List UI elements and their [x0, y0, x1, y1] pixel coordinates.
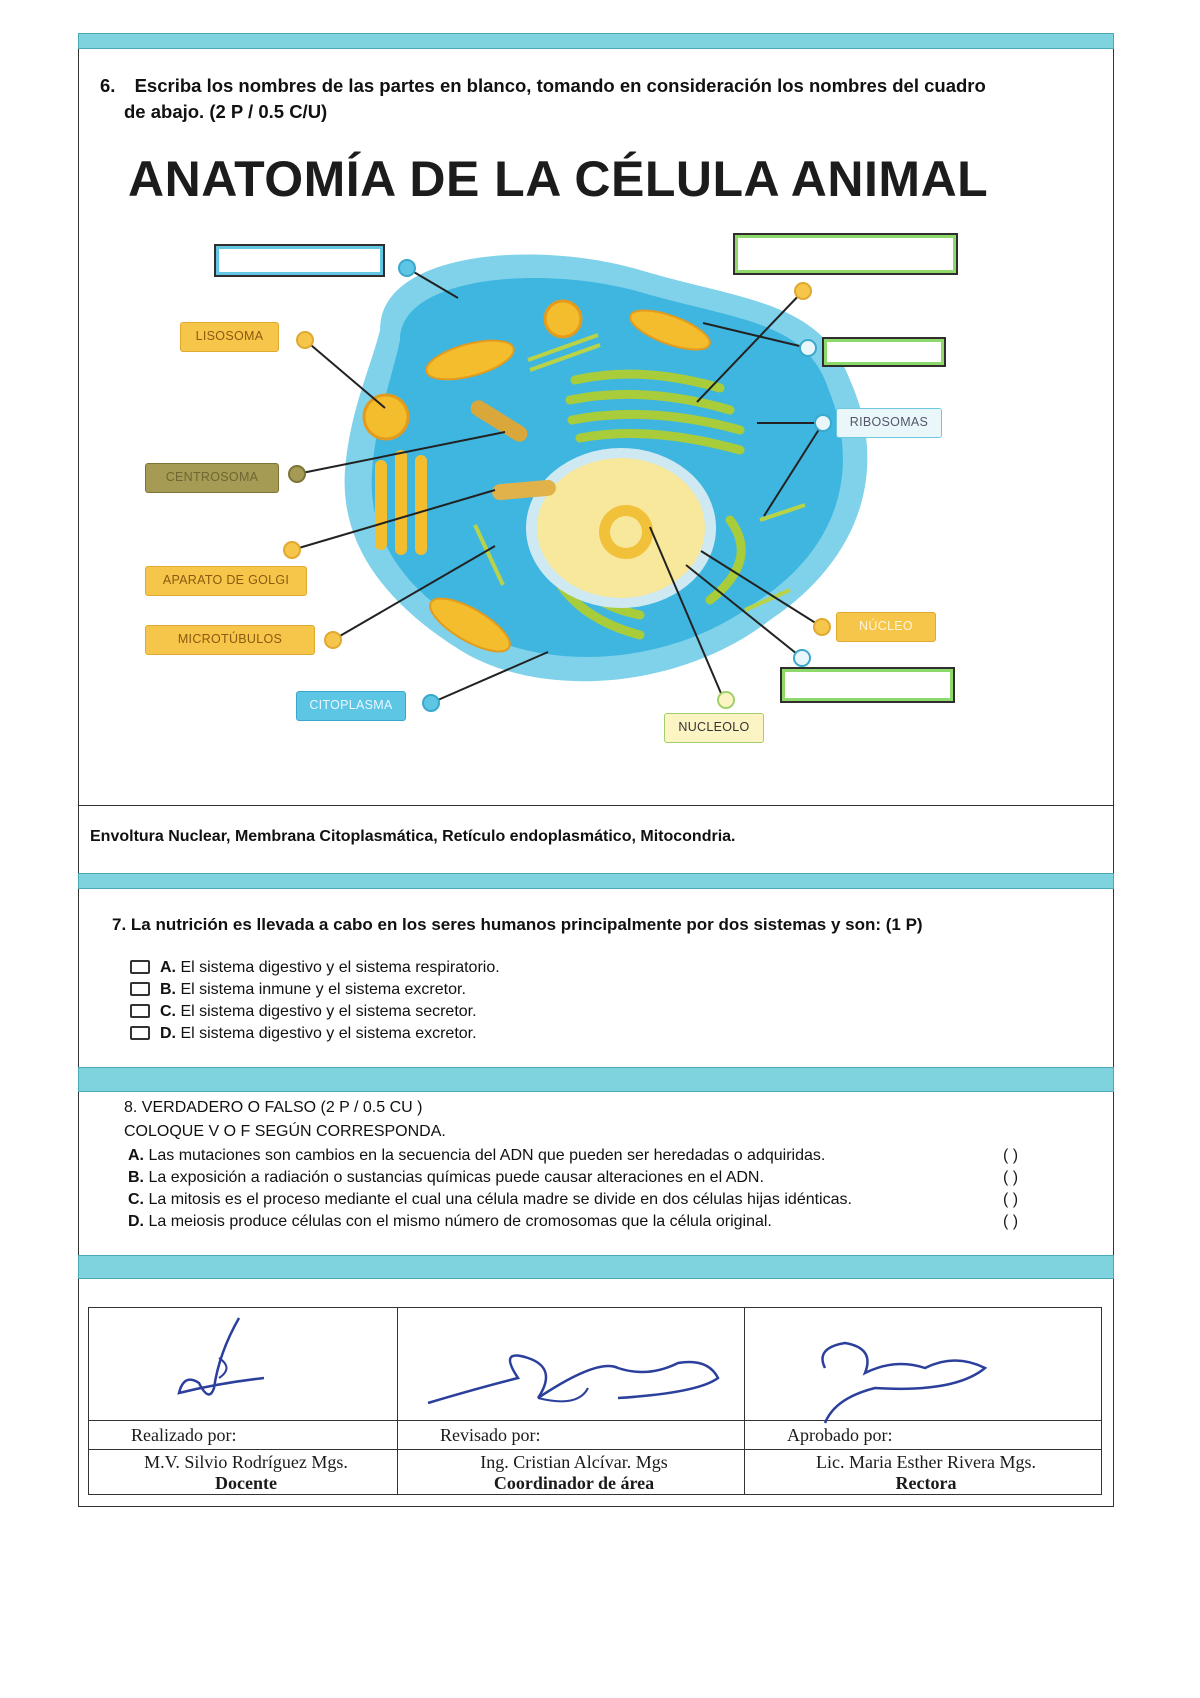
q6-number: 6.	[100, 75, 116, 96]
label-nucleo: NÚCLEO	[836, 612, 936, 642]
label-lisosoma: LISOSOMA	[180, 322, 279, 352]
role-label-rectora: Aprobado por:	[745, 1421, 1102, 1450]
label-nucleolo: NUCLEOLO	[664, 713, 764, 743]
q8-answer-c[interactable]: ( )	[1003, 1191, 1019, 1208]
signature-cell-rectora	[745, 1308, 1102, 1421]
golgi-apparatus	[375, 450, 427, 555]
q8-statement-d: D. La meiosis produce células con el mismo número de cromosomas que la célula original.	[128, 1213, 772, 1230]
signature-docente	[159, 1313, 279, 1403]
signer-name: Ing. Cristian Alcívar. Mgs	[480, 1452, 668, 1472]
blank-box-mitochondria[interactable]	[822, 337, 946, 367]
q8-title: 8. VERDADERO O FALSO (2 P / 0.5 CU )	[124, 1099, 423, 1116]
q8-answer-a[interactable]: ( )	[1003, 1147, 1019, 1164]
checkbox[interactable]	[130, 960, 150, 974]
blank-box-membrane[interactable]	[214, 244, 385, 277]
label-ribosomas: RIBOSOMAS	[836, 408, 942, 438]
label-microtubulos: MICROTÚBULOS	[145, 625, 315, 655]
animal-cell-diagram	[0, 0, 1200, 820]
q7-option-b[interactable]: B. El sistema inmune y el sistema excretor.	[130, 979, 466, 1001]
signer-docente	[89, 1450, 398, 1495]
q8-statement-b: B. La exposición a radiación o sustancias químicas puede causar alteraciones en el ADN.	[128, 1169, 764, 1186]
q7-question: 7. La nutrición es llevada a cabo en los seres humanos principalmente por dos sistemas y son: (1 P)	[112, 915, 923, 934]
section-bar-q7	[78, 873, 1114, 889]
q7-option-d[interactable]: D. El sistema digestivo y el sistema excretor.	[130, 1023, 477, 1045]
label-centrosoma: CENTROSOMA	[145, 463, 279, 493]
lysosome	[364, 395, 408, 439]
signature-cell-docente	[89, 1308, 398, 1421]
signer-name: M.V. Silvio Rodríguez Mgs.	[144, 1452, 348, 1472]
label-citoplasma: CITOPLASMA	[296, 691, 406, 721]
word-bank: Envoltura Nuclear, Membrana Citoplasmática, Retículo endoplasmático, Mitocondria.	[90, 828, 736, 845]
role-label-coordinador: Revisado por:	[398, 1421, 745, 1450]
signer-coordinador	[398, 1450, 745, 1495]
role-label-docente: Realizado por:	[89, 1421, 398, 1450]
signature-cell-coordinador	[398, 1308, 745, 1421]
q7-option-c[interactable]: C. El sistema digestivo y el sistema secretor.	[130, 1001, 477, 1023]
signature-table	[88, 1307, 1102, 1495]
q8-statement-a: A. Las mutaciones son cambios en la secuencia del ADN que pueden ser heredadas o adquiridas.	[128, 1147, 826, 1164]
q8-answer-d[interactable]: ( )	[1003, 1213, 1019, 1230]
q6-prompt-line2: de abajo. (2 P / 0.5 C/U)	[124, 101, 328, 122]
signer-name: Lic. Maria Esther Rivera Mgs.	[816, 1452, 1036, 1472]
signature-rectora	[805, 1328, 1005, 1428]
signer-rectora	[745, 1450, 1102, 1495]
signer-position: Docente	[215, 1473, 277, 1493]
q8-instruction: COLOQUE V O F SEGÚN CORRESPONDA.	[124, 1123, 446, 1140]
diagram-title: ANATOMÍA DE LA CÉLULA ANIMAL	[128, 151, 989, 207]
q8-answer-b[interactable]: ( )	[1003, 1169, 1019, 1186]
q7-option-a[interactable]: A. El sistema digestivo y el sistema respiratorio.	[130, 957, 500, 979]
checkbox[interactable]	[130, 982, 150, 996]
signer-position: Coordinador de área	[493, 1473, 655, 1493]
signature-coordinador	[418, 1318, 728, 1418]
checkbox[interactable]	[130, 1026, 150, 1040]
q6-prompt-line1: Escriba los nombres de las partes en blanco, tomando en consideración los nombres del cuadro	[134, 75, 986, 96]
blank-box-reticulum[interactable]	[733, 233, 958, 275]
checkbox[interactable]	[130, 1004, 150, 1018]
section-bar-q8	[78, 1067, 1114, 1092]
label-aparato-golgi: APARATO DE GOLGI	[145, 566, 307, 596]
signer-position: Rectora	[895, 1473, 957, 1493]
section-bar-signatures	[78, 1255, 1114, 1279]
blank-box-envelope[interactable]	[780, 667, 955, 703]
q8-statement-c: C. La mitosis es el proceso mediante el cual una célula madre se divide en dos células hijas idénticas.	[128, 1191, 852, 1208]
